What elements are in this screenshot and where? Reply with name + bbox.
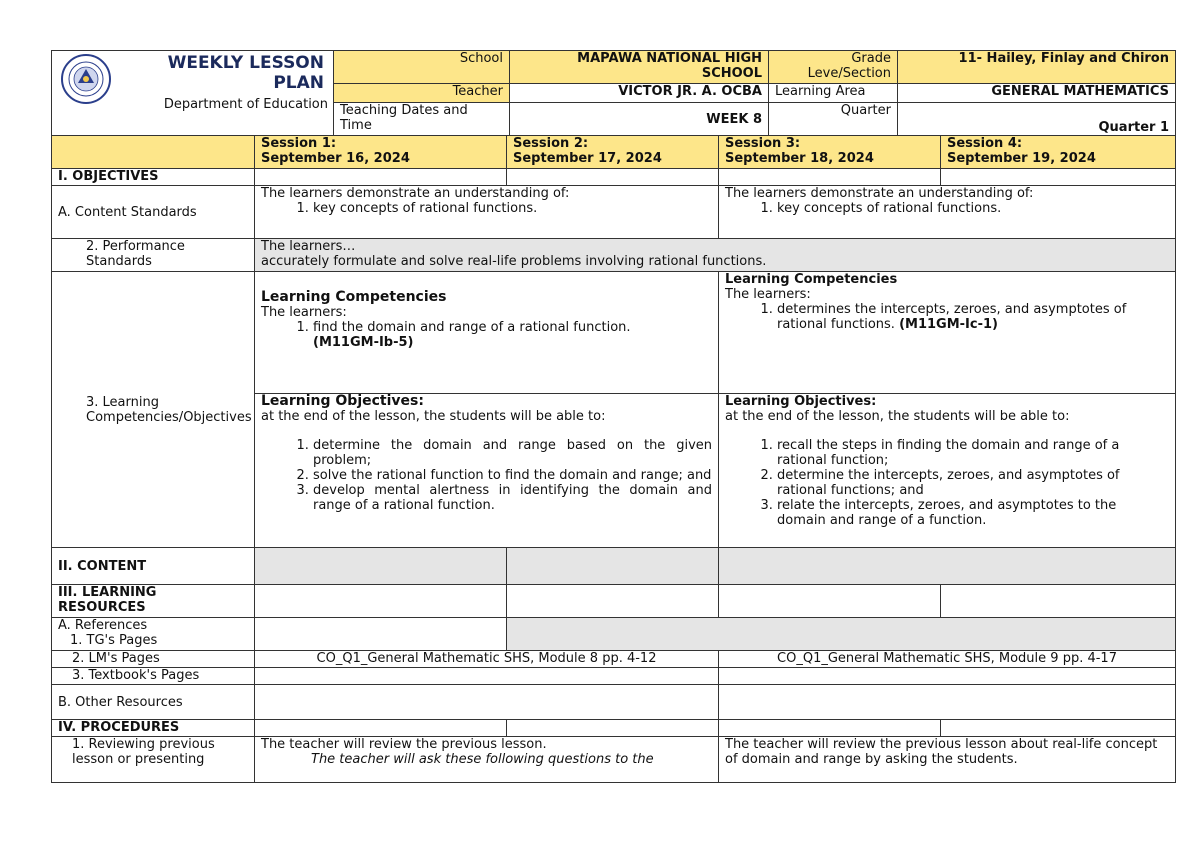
quarter-value: Quarter 1 xyxy=(898,103,1176,136)
references-text: A. References xyxy=(58,618,148,633)
dates-label: Teaching Dates and Time xyxy=(334,103,510,136)
content-item: 1. key concepts of rational functions. xyxy=(777,201,1169,216)
lo-title: Learning Objectives: xyxy=(261,393,424,409)
review-line-2: The teacher will ask these following questions to the xyxy=(311,752,654,767)
tg-pages-label: 1. TG's Pages xyxy=(70,633,158,648)
objectives-heading: I. OBJECTIVES xyxy=(52,169,255,186)
area-value: GENERAL MATHEMATICS xyxy=(898,84,1176,103)
lo-item: 2. determine the intercepts, zeroes, and asymptotes of rational functions; and xyxy=(777,468,1169,498)
lc-intro: The learners: xyxy=(725,287,811,302)
plan-title: WEEKLY LESSON PLAN xyxy=(167,53,324,93)
lc-item: determines the intercepts, zeroes, and asymptotes of rational functions. xyxy=(777,302,1127,332)
reviewing-label: 1. Reviewing previous lesson or presenting xyxy=(52,737,255,783)
performance-standards-label: 2. Performance Standards xyxy=(52,239,255,272)
competencies-left xyxy=(255,272,719,394)
lc-title: Learning Competencies xyxy=(261,289,447,305)
lc-code: (M11GM-Ic-1) xyxy=(899,317,998,332)
deped-seal-icon xyxy=(60,53,112,105)
session-3-header xyxy=(719,136,941,169)
main-table xyxy=(51,135,1176,783)
lc-code: (M11GM-Ib-5) xyxy=(313,335,414,350)
session-name: Session 4: xyxy=(947,136,1023,151)
reviewing-left xyxy=(255,737,719,783)
resources-heading: III. LEARNING RESOURCES xyxy=(52,585,255,618)
teacher-label: Teacher xyxy=(334,84,510,103)
content-item: 1. key concepts of rational functions. xyxy=(313,201,712,216)
lm-pages-right: CO_Q1_General Mathematic SHS, Module 9 pp. 4-17 xyxy=(719,651,1176,668)
review-line-1: The teacher will review the previous lesson. xyxy=(261,737,547,752)
lo-item: 1. determine the domain and range based on the given problem; xyxy=(313,438,712,468)
perf-line-2: accurately formulate and solve real-life problems involving rational functions. xyxy=(261,254,767,269)
session-1-header xyxy=(255,136,507,169)
department-name: Department of Education xyxy=(163,97,328,112)
lo-item: 2. solve the rational function to find the domain and range; and xyxy=(313,468,712,483)
quarter-label: Quarter xyxy=(769,103,898,136)
header-table xyxy=(51,50,1176,136)
content-intro: The learners demonstrate an understanding of: xyxy=(725,186,1034,201)
content-intro: The learners demonstrate an understanding of: xyxy=(261,186,570,201)
lesson-plan-page xyxy=(51,50,1175,783)
competencies-right xyxy=(719,272,1176,394)
textbook-pages-label: 3. Textbook's Pages xyxy=(52,668,255,685)
school-value: MAPAWA NATIONAL HIGH SCHOOL xyxy=(510,51,769,84)
header-logo-cell xyxy=(52,51,334,136)
grade-value: 11- Hailey, Finlay and Chiron xyxy=(898,51,1176,84)
session-4-header xyxy=(941,136,1176,169)
lo-item: 3. relate the intercepts, zeroes, and asymptotes to the domain and range of a function. xyxy=(777,498,1169,528)
teacher-value: VICTOR JR. A. OCBA xyxy=(510,84,769,103)
references-label xyxy=(52,618,255,651)
lm-pages-left: CO_Q1_General Mathematic SHS, Module 8 pp. 4-12 xyxy=(255,651,719,668)
lc-title: Learning Competencies xyxy=(725,272,898,287)
area-label: Learning Area xyxy=(769,84,898,103)
session-2-header xyxy=(507,136,719,169)
content-standards-left xyxy=(255,186,719,239)
lc-intro: The learners: xyxy=(261,305,347,320)
content-standards-label: A. Content Standards xyxy=(52,186,255,239)
grade-label: Grade Leve/Section xyxy=(769,51,898,84)
lo-item: 1. recall the steps in finding the domain and range of a rational function; xyxy=(777,438,1169,468)
lc-item: find the domain and range of a rational function. xyxy=(313,320,631,335)
lo-intro: at the end of the lesson, the students will be able to: xyxy=(261,409,606,424)
dates-value: WEEK 8 xyxy=(510,103,769,136)
session-name: Session 1: xyxy=(261,136,337,151)
session-corner xyxy=(52,136,255,169)
lm-pages-label: 2. LM's Pages xyxy=(52,651,255,668)
competencies-label: 3. Learning Competencies/Objectives xyxy=(52,272,255,548)
objectives-right xyxy=(719,394,1176,548)
session-date: September 16, 2024 xyxy=(261,151,410,166)
other-resources-label: B. Other Resources xyxy=(52,685,255,720)
content-standards-right xyxy=(719,186,1176,239)
session-name: Session 2: xyxy=(513,136,589,151)
session-date: September 19, 2024 xyxy=(947,151,1096,166)
session-date: September 17, 2024 xyxy=(513,151,662,166)
session-name: Session 3: xyxy=(725,136,801,151)
session-date: September 18, 2024 xyxy=(725,151,874,166)
performance-standards-text xyxy=(255,239,1176,272)
lo-item: 3. develop mental alertness in identifying the domain and range of a rational function. xyxy=(313,483,712,513)
objectives-left xyxy=(255,394,719,548)
content-heading: II. CONTENT xyxy=(52,548,255,585)
lo-title: Learning Objectives: xyxy=(725,394,877,409)
perf-line-1: The learners… xyxy=(261,239,356,254)
reviewing-right: The teacher will review the previous lesson about real-life concept of domain and range by asking the students. xyxy=(719,737,1176,783)
school-label: School xyxy=(334,51,510,84)
procedures-heading: IV. PROCEDURES xyxy=(52,720,255,737)
lo-intro: at the end of the lesson, the students will be able to: xyxy=(725,409,1070,424)
